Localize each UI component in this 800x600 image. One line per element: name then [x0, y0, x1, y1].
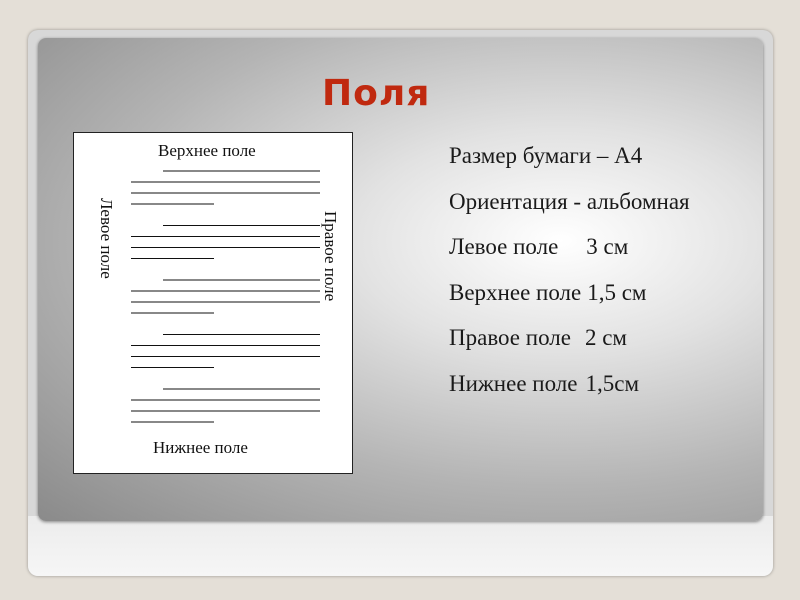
slide-footer-bar	[28, 516, 773, 576]
settings-row-bottom-margin	[449, 369, 690, 415]
bottom-margin-label: Нижнее поле	[153, 438, 248, 457]
settings-value: 3 см	[586, 234, 629, 259]
settings-row-orientation	[449, 187, 690, 233]
left-margin-label: Левое поле	[97, 198, 116, 279]
right-margin-label: Правое поле	[321, 211, 340, 302]
settings-label: Правое поле	[449, 325, 571, 350]
settings-label: Левое поле	[449, 234, 559, 259]
settings-label: Размер бумаги – А4	[449, 143, 643, 168]
settings-row-paper-size	[449, 141, 690, 187]
settings-label: Ориентация - альбомная	[449, 188, 690, 214]
settings-value: 2 см	[584, 325, 627, 350]
settings-value: 1,5 см	[587, 279, 647, 305]
settings-list	[449, 141, 690, 414]
settings-row-left-margin	[449, 232, 690, 278]
slide-title: Поля	[322, 73, 431, 114]
page-margin-diagram	[73, 132, 353, 474]
settings-label: Верхнее поле	[449, 279, 582, 305]
settings-value: 1,5см	[585, 370, 639, 396]
settings-label: Нижнее поле	[449, 370, 578, 396]
settings-row-top-margin	[449, 278, 690, 324]
settings-row-right-margin	[449, 323, 690, 369]
top-margin-label: Верхнее поле	[158, 141, 256, 160]
text-lines-illustration	[74, 133, 352, 473]
